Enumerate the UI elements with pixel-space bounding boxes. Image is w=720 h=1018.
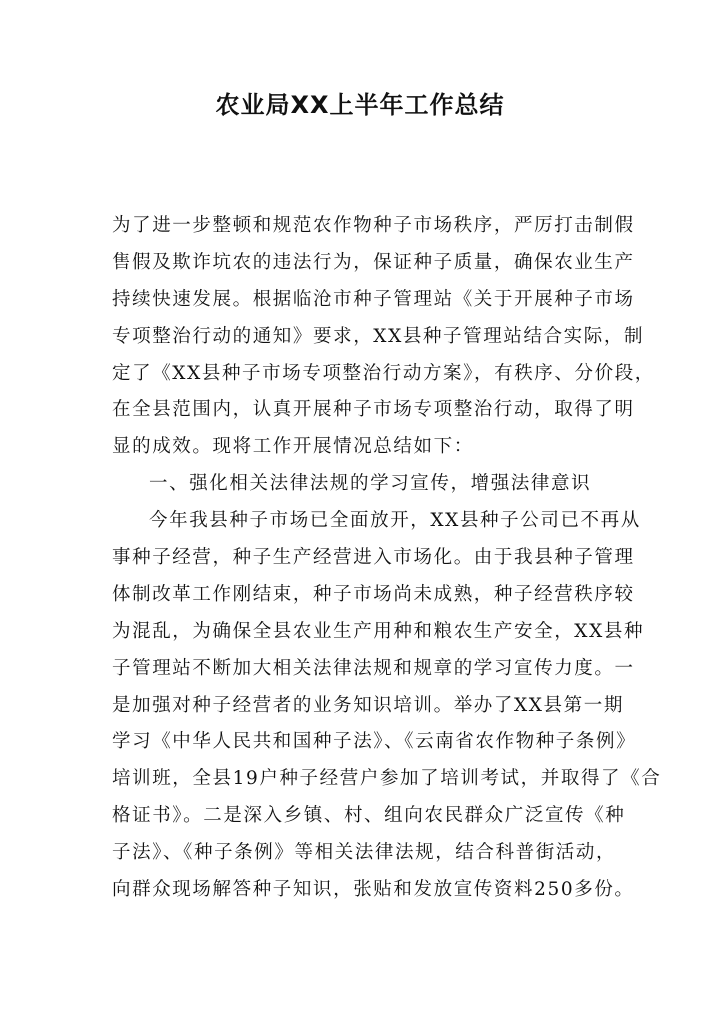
body-line: 事种子经营，种子生产经营进入市场化。由于我县种子管理: [112, 547, 635, 569]
body-line: 定了《XX县种子市场专项整治行动方案》，有秩序、分价段，: [112, 362, 655, 384]
body-line: 专项整治行动的通知》要求，XX县种子管理站结合实际，制: [112, 325, 645, 347]
body-line: 培训班，全县19户种子经营户参加了培训考试，并取得了《合: [112, 768, 662, 790]
section-heading: 一、强化相关法律法规的学习宣传，增强法律意识: [149, 473, 592, 495]
body-line: 为了进一步整顿和规范农作物种子市场秩序，严厉打击制假: [112, 215, 635, 236]
body-line: 今年我县种子市场已全面放开，XX县种子公司已不再从: [149, 510, 641, 532]
body-line: 子法》、《种子条例》等相关法律法规，结合科普街活动，: [112, 842, 617, 864]
body-line: 体制改革工作刚结束，种子市场尚未成熟，种子经营秩序较: [112, 583, 635, 605]
body-line: 显的成效。现将工作开展情况总结如下：: [112, 436, 474, 458]
body-line: 在全县范围内，认真开展种子市场专项整治行动，取得了明: [112, 399, 635, 421]
body-line: 是加强对种子经营者的业务知识培训。举办了XX县第一期: [112, 694, 624, 716]
body-line: 售假及欺诈坑农的违法行为，保证种子质量，确保农业生产: [112, 251, 635, 273]
body-line: 子管理站不断加大相关法律法规和规章的学习宣传力度。一: [112, 657, 635, 679]
document-body: [112, 208, 662, 909]
body-line: 为混乱，为确保全县农业生产用种和粮农生产安全，XX县种: [112, 620, 645, 642]
body-line: 向群众现场解答种子知识，张贴和发放宣传资料250多份。: [112, 879, 635, 901]
body-line: 格证书》。二是深入乡镇、村、组向农民群众广泛宣传《种: [112, 805, 626, 827]
body-line: 持续快速发展。根据临沧市种子管理站《关于开展种子市场: [112, 288, 635, 310]
document-title: 农业局XX上半年工作总结: [215, 91, 505, 119]
body-line: 学习《中华人民共和国种子法》、《云南省农作物种子条例》: [112, 731, 637, 753]
